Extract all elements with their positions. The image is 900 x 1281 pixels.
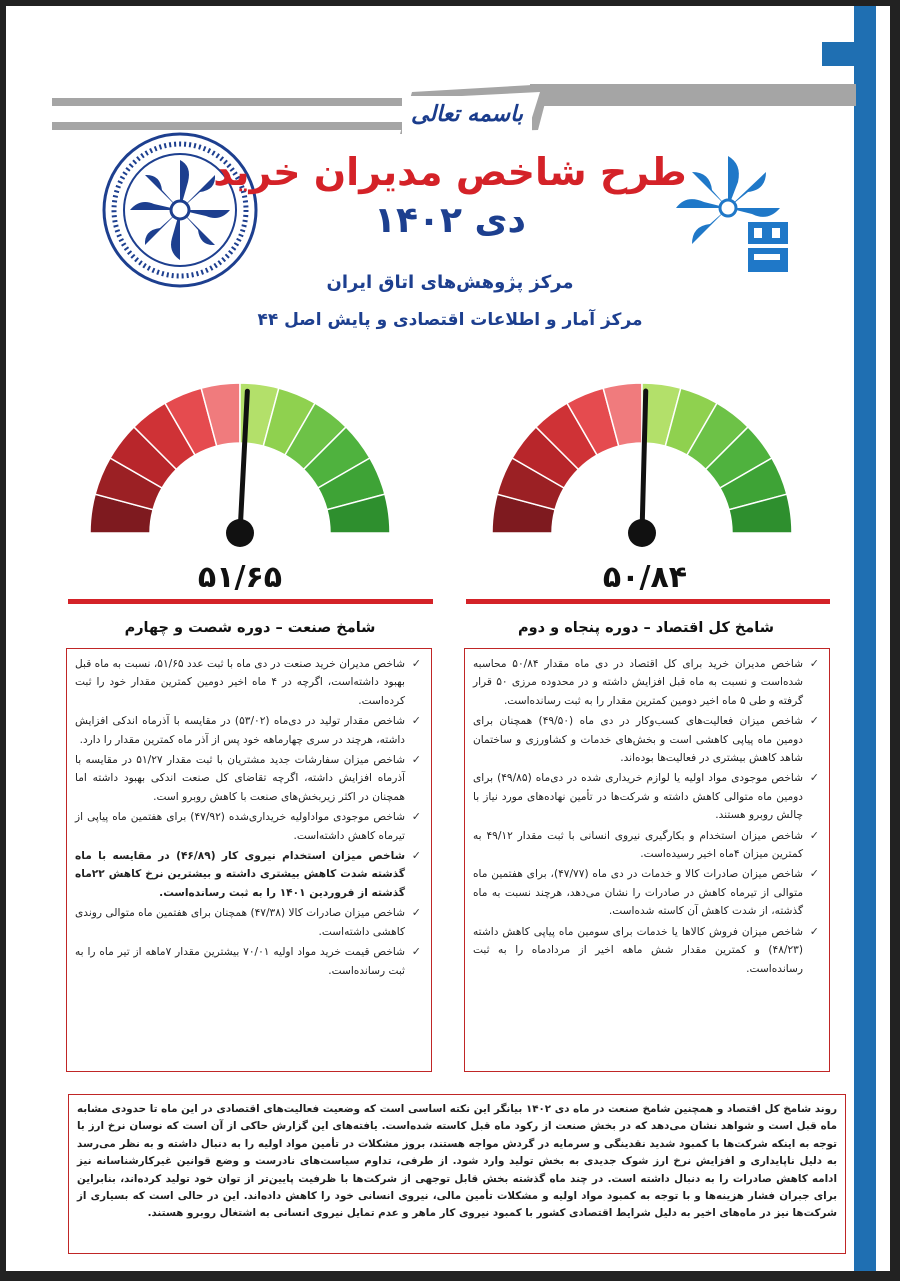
header-bar-left: [52, 98, 412, 106]
frame-right: [890, 0, 900, 1281]
check-icon: ✓: [809, 714, 819, 728]
industry-findings-box: [66, 648, 432, 1072]
check-icon: ✓: [809, 657, 819, 670]
date-title: دی ۱۴۰۲: [374, 200, 526, 241]
economy-gauge: [472, 378, 812, 588]
check-icon: ✓: [411, 906, 421, 920]
industry-heading: شامخ صنعت – دوره شصت و چهارم: [124, 620, 376, 636]
economy-gauge-hub: [628, 519, 656, 547]
list-item: ✓ شاخص میزان فعالیت‌های کسب‌وکار در دی ماه (۴۹/۵۰) همچنان برای دومین ماه پیاپی کاهشی است و بخش‌های خدمات و کشاورزی و ساختمان شاهد کاهش بیشتری در فعالیت‌ها بوده‌اند.: [473, 714, 819, 765]
check-icon: ✓: [809, 924, 819, 938]
organization-line-1: مرکز پژوهش‌های اتاق ایران: [326, 272, 574, 293]
blue-side-strip: [854, 6, 876, 1271]
blue-corner-tab: [822, 42, 858, 66]
list-item: ✓ شاخص میزان صادرات کالا و خدمات در دی ماه (۴۷/۷۷)، برای هفتمین ماه متوالی از تیرماه کاهش در صادرات را نشان می‌دهد، هرچند نسبت به ماه گذشته، از شدت کاهش آن کاسته شده‌است.: [473, 867, 819, 918]
check-icon: ✓: [809, 771, 819, 785]
organization-line-2: مرکز آمار و اطلاعات اقتصادی و پایش اصل ۴۴: [257, 310, 643, 330]
economy-findings-box: [464, 648, 830, 1072]
check-icon: ✓: [411, 849, 421, 863]
main-title: طرح شاخص مدیران خرید: [213, 150, 687, 194]
list-item: ✓ شاخص میزان سفارشات جدید مشتریان با ثبت مقدار ۵۱/۲۷ در مقایسه با آذرماه افزایش داشته، اگرچه تقاضای کل صنعت اندکی بهبود داشته اما همچنان در اکثر زیربخش‌های صنعت با کاهش روبرو است.: [75, 753, 421, 803]
list-item: ✓ شاخص میزان صادرات کالا (۴۷/۳۸) همچنان برای هفتمین ماه متوالی روندی کاهشی داشته‌است.: [75, 906, 421, 938]
list-item: ✓ شاخص موجودی مواد اولیه یا لوازم خریداری شده در دی‌ماه (۴۹/۸۵) برای دومین ماه متوالی کاهش داشته و شرکت‌ها در تأمین نهاده‌های مورد نیاز با چالش روبرو هستند.: [473, 771, 819, 822]
check-icon: ✓: [809, 867, 819, 881]
summary-note-box: [68, 1094, 846, 1254]
check-icon: ✓: [809, 828, 819, 842]
list-item: ✓ شاخص مقدار تولید در دی‌ماه (۵۳/۰۲) در مقایسه با آذرماه اندکی افزایش داشته، هرچند در سری چهارماهه خود پس از آذر ماه کمترین مقدار را دارد.: [75, 714, 421, 746]
industry-gauge: [70, 378, 410, 588]
check-icon: ✓: [411, 753, 421, 767]
check-icon: ✓: [411, 657, 421, 670]
summary-note: روند شامخ کل اقتصاد و همچنین شامخ صنعت در ماه دی ۱۴۰۲ بیانگر این نکته اساسی است که وضعیت فعالیت‌های اقتصادی در این ماه تا حدودی مشابه ماه قبل است و شواهد نشان می‌دهد که در بخش صنعت از رکود ماه قبل کاسته شده‌است. یافته‌های این گزارش حاکی از آن است که نوسان نرخ ارز با توجه به اینکه شرکت‌ها با کمبود شدید نقدینگی و سرمایه در گردش مواجه هستند، بروز مشکلات در تأمین مواد اولیه را به دنبال داشته و به نظر می‌رسد به دلیل ناپایداری و افزایش نرخ ارز شوک جدیدی به بخش تولید وارد شود. از طرفی، تداوم سیاست‌های نادرست و وضع قوانین غیرکارشناسانه نیز ادامه کاهش صادرات را به دنبال داشته است. در چند ماه گذشته بخش قابل توجهی از شرکت‌ها با ظرفیت پایین‌تر از توان خود تولید کرده‌اند، بنابراین برای جبران فشار هزینه‌ها و با توجه به کمبود مواد اولیه و مشکلات تأمین مالی، نیروی انسانی خود را کاهش داده‌اند. این در حالی است که بسیاری از شرکت‌ها نیز در ماه‌های اخیر به دلیل شرایط اقتصادی کشور با کمبود نیروی کار ماهر و عدم تمایل نیروی انسانی به اشتغال روبرو هستند.: [77, 1103, 837, 1220]
industry-gauge-hub: [226, 519, 254, 547]
list-item: ✓ شاخص قیمت خرید مواد اولیه ۷۰/۰۱ بیشترین مقدار ۷ماهه از تیر ماه را به ثبت رسانده‌است.: [75, 945, 421, 977]
economy-pmi-value: ۵۰/۸۴: [602, 560, 688, 595]
check-icon: ✓: [411, 810, 421, 824]
list-item: ✓ شاخص مدیران خرید صنعت در دی ماه با ثبت عدد ۵۱/۶۵، نسبت به ماه قبل بهبود داشته‌است، اگرچه در ۴ ماه اخیر دومین کمترین مقدار خود را ثبت کرده‌است.: [75, 657, 421, 707]
frame-left: [0, 0, 6, 1281]
list-item: ✓ شاخص میزان فروش کالاها یا خدمات برای سومین ماه پیاپی کاهش داشته (۴۸/۲۳) و کمترین مقدار شش ماهه اخیر از مردادماه را به ثبت رسانده‌است.: [473, 924, 819, 975]
check-icon: ✓: [411, 714, 421, 728]
list-item: ✓ شاخص میزان استخدام و بکارگیری نیروی انسانی با ثبت مقدار ۴۹/۱۲ به کمترین میزان ۴ماه اخیر رسیده‌است.: [473, 828, 819, 861]
industry-pmi-value: ۵۱/۶۵: [197, 560, 283, 595]
check-icon: ✓: [411, 945, 421, 959]
header-bar-right: [530, 84, 856, 106]
right-divider: [466, 599, 830, 604]
frame-bottom: [0, 1271, 900, 1281]
list-item: ✓ شاخص میزان استخدام نیروی کار (۴۶/۸۹) در مقایسه با ماه گذشته شدت کاهش بیشتری داشته و بیشترین نرخ کاهش ۲۲ماه گذشته از فروردین ۱۴۰۱ را به ثبت رسانده‌است.: [75, 849, 421, 899]
economy-heading: شامخ کل اقتصاد – دوره پنجاه و دوم: [518, 620, 774, 636]
list-item: ✓ شاخص مدیران خرید برای کل اقتصاد در دی ماه مقدار ۵۰/۸۴ محاسبه شده‌است و نسبت به ماه قبل افزایش داشته و در محدوده مرزی ۵۰ قرار گرفته و طی ۵ ماه اخیر دومین کمترین مقدار را به ثبت رسانده‌است.: [473, 657, 819, 707]
header-bar-left-lower: [52, 122, 412, 130]
left-divider: [68, 599, 433, 604]
header-tag: باسمه تعالی: [402, 96, 532, 134]
list-item: ✓ شاخص موجودی مواداولیه خریداری‌شده (۴۷/۹۲) برای هفتمین ماه پیاپی از تیرماه کاهش داشته‌است.: [75, 810, 421, 842]
frame-top: [0, 0, 900, 6]
